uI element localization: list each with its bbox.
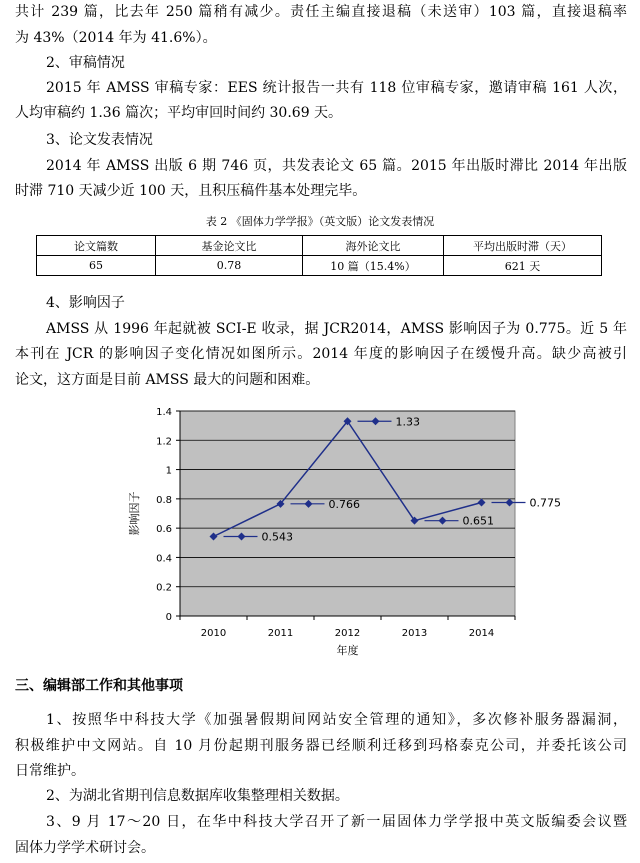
table-cell: 10 篇（15.4%） [303, 256, 444, 276]
table-header-cell: 平均出版时滞（天） [444, 236, 602, 256]
x-axis-label: 年度 [336, 644, 359, 657]
subsection-heading: 2、审稿情况 [46, 55, 125, 71]
y-tick-label: 1 [165, 465, 172, 477]
y-tick-label: 0.6 [156, 524, 172, 536]
x-tick-label: 2014 [468, 628, 495, 639]
subsection-heading: 3、论文发表情况 [46, 132, 153, 148]
y-tick-label: 0.8 [156, 494, 172, 506]
table-row [37, 256, 602, 276]
data-label: 1.33 [395, 415, 420, 429]
y-tick-label: 0.4 [156, 553, 172, 565]
plot-area [180, 411, 515, 616]
paragraph-line: 为 43%（2014 年为 41.6%）。 [15, 30, 217, 46]
publication-table [36, 235, 602, 276]
paragraph-line: 时滞 710 天减少近 100 天，且积压稿件基本处理完毕。 [15, 183, 367, 199]
paragraph-line: 2、为湖北省期刊信息数据库收集整理相关数据。 [46, 788, 349, 804]
paragraph-line: 本刊在 JCR 的影响因子变化情况如图所示。2014 年度的影响因子在缓慢升高。缺少高被引 [15, 346, 627, 362]
paragraph-line: 固体力学学术研讨会。 [15, 840, 155, 856]
paragraph-line: AMSS 从 1996 年起就被 SCI-E 收录，据 JCR2014，AMSS 影响因子为 0.775。近 5 年 [46, 321, 627, 337]
y-tick-label: 1.4 [156, 407, 172, 418]
data-label: 0.775 [529, 496, 561, 510]
table-header-cell: 基金论文比 [156, 236, 303, 256]
y-tick-label: 1.2 [156, 436, 172, 448]
section-heading: 三、编辑部工作和其他事项 [15, 678, 183, 694]
table-cell: 0.78 [156, 256, 303, 276]
paragraph-line: 日常维护。 [15, 763, 85, 779]
data-label: 0.543 [261, 530, 293, 544]
data-label: 0.766 [328, 497, 360, 511]
paragraph-line: 论文，这方面是目前 AMSS 最大的问题和困难。 [15, 372, 320, 388]
paragraph-line: 共计 239 篇，比去年 250 篇稍有减少。责任主编直接退稿（未送审）103 篇，直接退稿率 [15, 4, 627, 20]
impact-factor-chart [100, 397, 561, 659]
table-cell: 621 天 [444, 256, 602, 276]
table-header-cell: 海外论文比 [303, 236, 444, 256]
x-tick-label: 2013 [401, 628, 428, 639]
paragraph-line: 人均审稿约 1.36 篇次；平均审回时间约 30.69 天。 [15, 105, 343, 121]
data-label: 0.651 [462, 514, 494, 528]
table-caption: 表 2 《固体力学学报》（英文版）论文发表情况 [205, 215, 435, 228]
paragraph-line: 1、按照华中科技大学《加强暑假期间网站安全管理的通知》，多次修补服务器漏洞， [46, 712, 627, 728]
x-tick-label: 2012 [334, 628, 361, 639]
table-header-cell: 论文篇数 [37, 236, 156, 256]
paragraph-line: 积极维护中文网站。自 10 月份起期刊服务器已经顺利迁移到玛格泰克公司，并委托该公司 [15, 738, 627, 754]
subsection-heading: 4、影响因子 [46, 295, 125, 311]
y-axis-label: 影响因子 [128, 491, 141, 536]
paragraph-line: 3、9 月 17～20 日，在华中科技大学召开了新一届固体力学学报中英文版编委会议暨 [46, 814, 627, 830]
y-tick-label: 0 [165, 612, 172, 623]
y-tick-label: 0.2 [156, 582, 172, 594]
x-tick-label: 2011 [267, 628, 294, 639]
paragraph-line: 2014 年 AMSS 出版 6 期 746 页，共发表论文 65 篇。2015 年出版时滞比 2014 年出版 [46, 158, 627, 174]
table-cell: 65 [37, 256, 156, 276]
paragraph-line: 2015 年 AMSS 审稿专家：EES 统计报告一共有 118 位审稿专家，邀请审稿 161 人次， [46, 80, 627, 96]
x-tick-label: 2010 [200, 628, 227, 639]
table-header-row [37, 236, 602, 256]
